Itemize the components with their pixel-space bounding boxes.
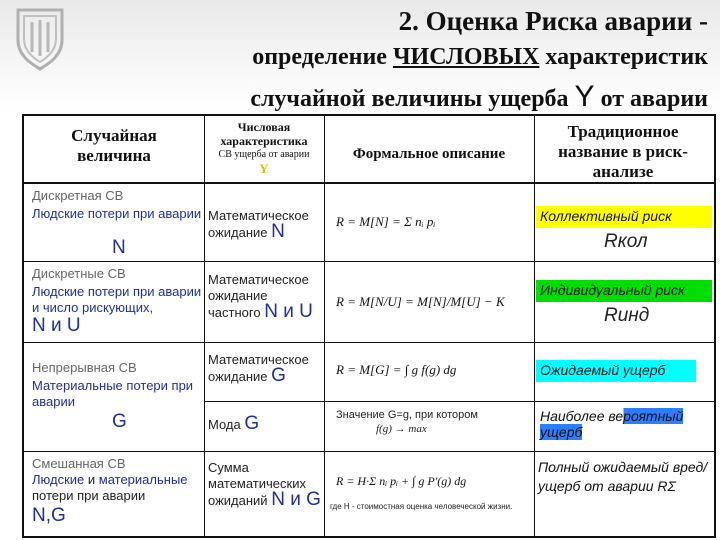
row1-name-var: Rкол: [604, 231, 648, 252]
characteristics-table: [22, 114, 716, 538]
row4-char: Мода G: [208, 413, 260, 434]
row1-formula: R = M[N] = Σ nᵢ pᵢ: [336, 214, 436, 229]
slide-title-line1: 2. Оценка Риска аварии -: [398, 6, 708, 36]
header-numeric-characteristic: Числовая характеристика СВ ущерба от аварии Y: [218, 120, 310, 176]
row3-sv-var: G: [112, 411, 127, 432]
row5-name: Полный ожидаемый вред/ущерб от аварии RΣ: [538, 459, 708, 494]
slide-title-line3: случайной величины ущерба Y от аварии: [250, 80, 708, 113]
row3-sv-desc: Материальные потери при аварии: [32, 378, 194, 409]
row3-char: Математическое ожидание G: [208, 352, 309, 386]
row5-sv-desc: Людские и материальные потери при аварии: [32, 472, 188, 503]
row4-formula: Значение G=g, при котором f(g) → max: [336, 409, 478, 435]
row2-char: Математическое ожидание частного N и U: [208, 272, 313, 322]
row2-name-var: Rинд: [604, 305, 650, 326]
header-formal-description: Формальное описание: [352, 146, 506, 162]
row2-formula: R = M[N/U] = M[N]/M[U] − K: [336, 294, 505, 309]
row5-formula-note: где H - стоимостная оценка человеческой жизни.: [330, 502, 513, 511]
row4-name: Наиболее вероятный ущерб: [540, 408, 684, 440]
row3-formula: R = M[G] = ∫ g f(g) dg: [336, 362, 457, 377]
row3-name: Ожидаемый ущерб: [536, 360, 696, 382]
row2-sv-var: N и U: [32, 315, 81, 336]
row5-char: Сумма математических ожиданий N и G: [208, 460, 321, 510]
header-random-variable: Случайная величина: [71, 126, 157, 165]
slide-title-line2: определение ЧИСЛОВЫХ характеристик: [252, 44, 708, 70]
row1-char: Математическое ожидание N: [208, 208, 309, 242]
header-traditional-name: Традиционное название в риск-анализе: [558, 122, 688, 181]
university-emblem-icon: [14, 6, 66, 72]
row1-sv-type: Дискретная СВ: [32, 188, 124, 203]
row1-name: Коллективный риск: [536, 206, 712, 228]
row2-name: Индивидуальный риск: [536, 280, 712, 302]
row5-formula: R = H·Σ nᵢ pᵢ + ∫ g P'(g) dg: [336, 474, 467, 488]
row2-sv-type: Дискретные СВ: [32, 266, 126, 281]
row5-sv-type: Смешанная СВ: [32, 456, 126, 471]
row1-sv-var: N: [112, 237, 126, 258]
row5-sv-var: N,G: [32, 505, 66, 526]
row1-sv-desc: Людские потери при аварии: [32, 206, 202, 221]
row3-sv-type: Непрерывная СВ: [32, 360, 137, 375]
row2-sv-desc: Людские потери при аварии и число рискующих,: [32, 284, 202, 315]
